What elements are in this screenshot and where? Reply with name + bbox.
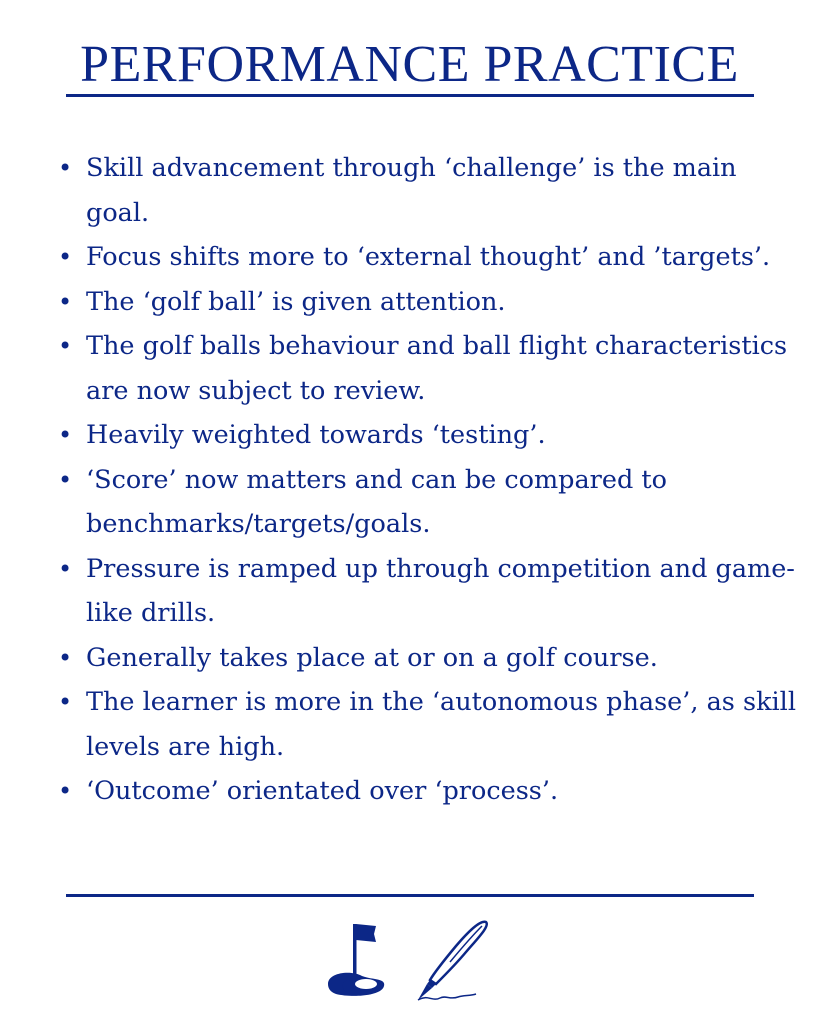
bullet-marker: •: [58, 421, 73, 449]
page-title: PERFORMANCE PRACTICE: [80, 36, 739, 93]
list-item: [58, 235, 798, 280]
top-divider: [66, 94, 754, 97]
list-item-text: Pressure is ramped up through competition and game-like drills.: [86, 553, 795, 628]
list-item-text: Focus shifts more to ‘external thought’ and ’targets’.: [86, 242, 771, 272]
fountain-pen-icon: [410, 918, 494, 1004]
list-item: [58, 413, 798, 458]
bullet-marker: •: [58, 243, 73, 271]
list-item-text: The ‘golf ball’ is given attention.: [86, 286, 506, 317]
list-item: [58, 458, 798, 547]
list-item: [58, 280, 798, 325]
bullet-marker: •: [58, 287, 73, 316]
list-item: [58, 547, 798, 636]
bottom-divider: [66, 894, 754, 897]
list-item-text: Skill advancement through ‘challenge’ is the main goal.: [86, 153, 737, 228]
footer-icons: [322, 918, 502, 1008]
bullet-marker: •: [58, 643, 73, 672]
list-item-text: ‘Outcome’ orientated over ‘process’.: [86, 776, 559, 806]
list-item: [58, 680, 798, 769]
bullet-marker: •: [58, 465, 73, 494]
bullet-marker: •: [58, 332, 73, 360]
golf-flag-hole-icon: [322, 918, 392, 1000]
bullet-marker: •: [58, 554, 73, 583]
list-item: [58, 769, 798, 814]
bullet-marker: •: [58, 154, 73, 182]
bullet-marker: •: [58, 688, 73, 716]
list-item: [58, 324, 798, 413]
list-item-text: Heavily weighted towards ‘testing’.: [86, 420, 546, 450]
list-item: [58, 636, 798, 681]
bullet-marker: •: [58, 777, 73, 805]
list-item-text: The learner is more in the ‘autonomous phase’, as skill levels are high.: [86, 687, 796, 762]
list-item-text: ‘Score’ now matters and can be compared to benchmarks/targets/goals.: [86, 464, 667, 539]
list-item-text: Generally takes place at or on a golf course.: [86, 642, 658, 673]
bullet-list: [58, 146, 798, 814]
list-item-text: The golf balls behaviour and ball flight characteristics are now subject to review.: [86, 331, 788, 406]
list-item: [58, 146, 798, 235]
